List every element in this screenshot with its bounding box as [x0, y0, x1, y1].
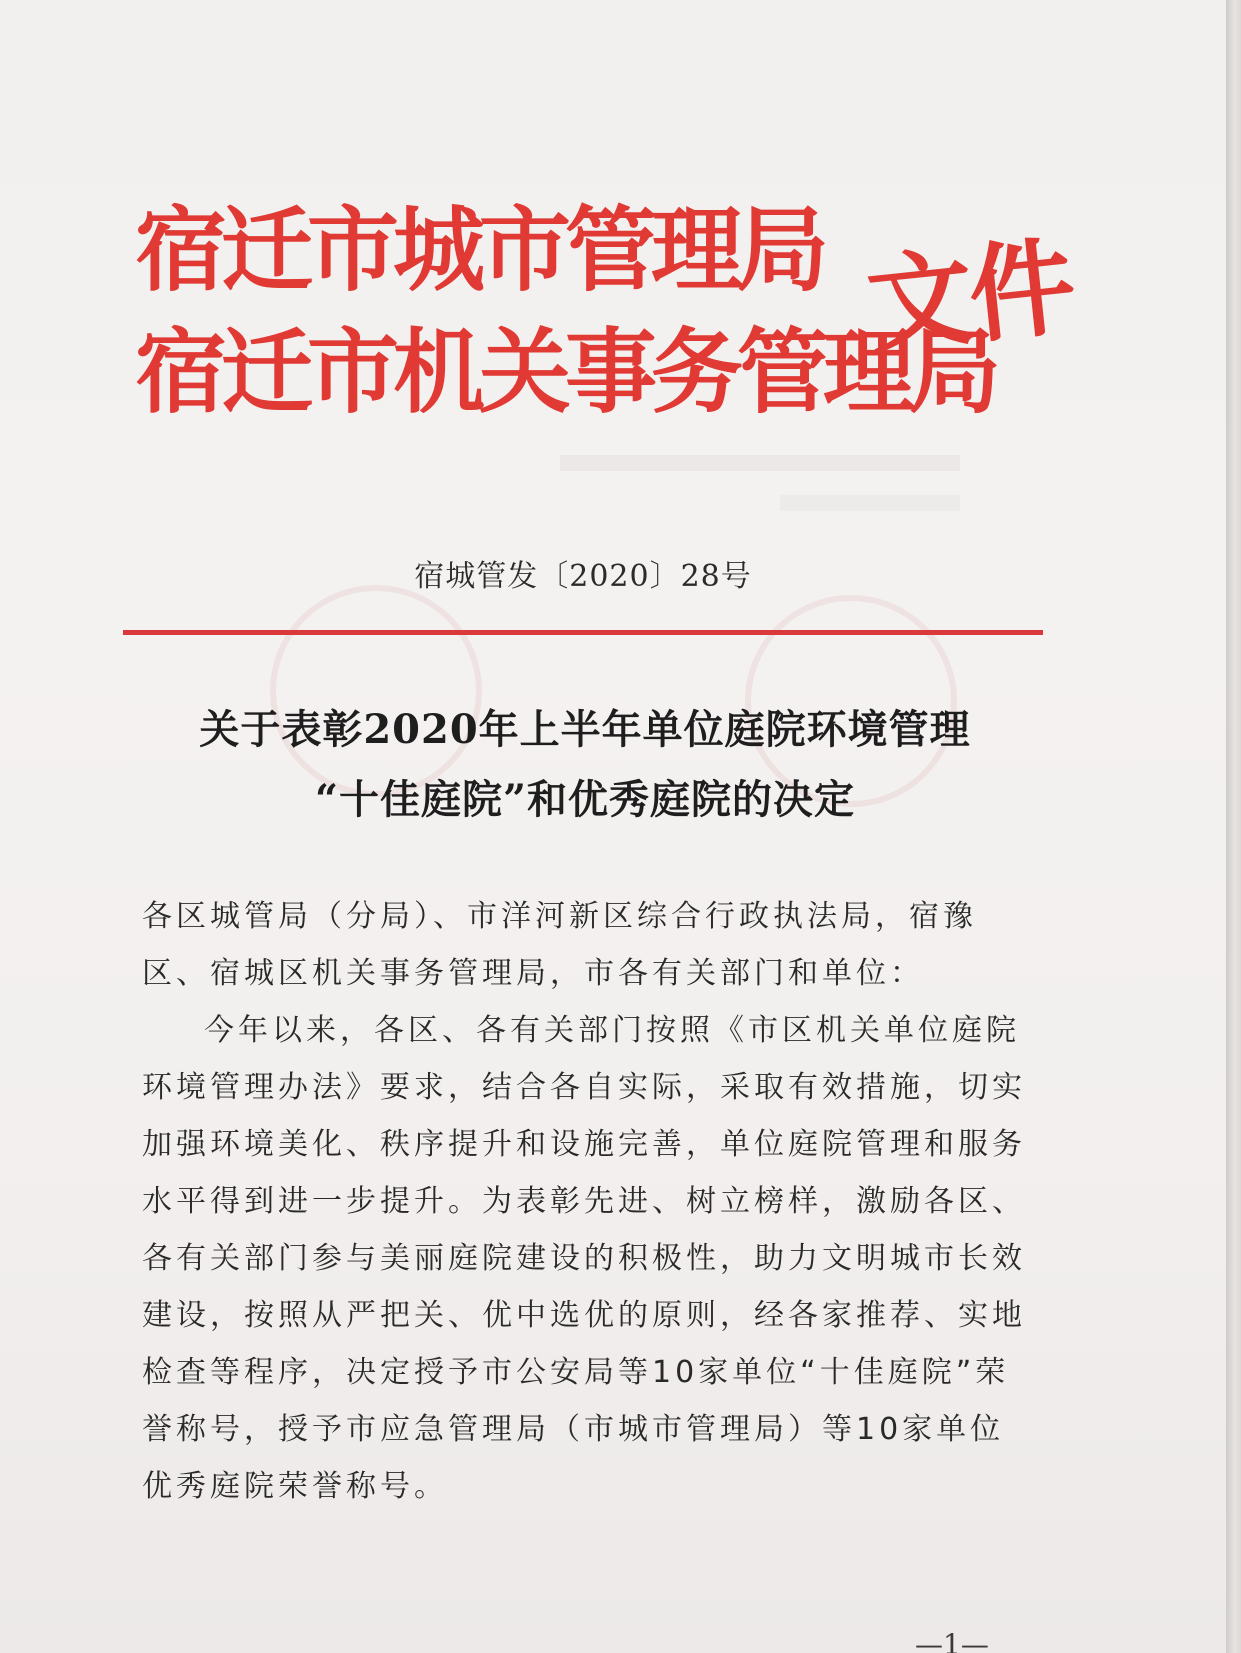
bleed-through-text	[560, 445, 960, 525]
document-number: 宿城管发〔2020〕28号	[414, 559, 752, 594]
body-paragraph: 今年以来，各区、各有关部门按照《市区机关单位庭院环境管理办法》要求，结合各自实际，采取有效措施，切实加强环境美化、秩序提升和设施完善，单位庭院管理和服务水平得到进一步提升。为表彰先进、树立榜样，激励各区、各有关部门参与美丽庭院建设的积极性，助力文明城市长效建设，按照从严把关、优中选优的原则，经各家推荐、实地检查等程序，决定授予市公安局等10家单位“十佳庭院”荣誉称号，授予市应急管理局（市城市管理局）等10家单位优秀庭院荣誉称号。	[142, 1013, 1026, 1504]
document-type-label: 文件	[861, 223, 1078, 369]
issuing-org-1: 宿迁市城市管理局	[135, 196, 824, 304]
page-number: —1—	[915, 1628, 989, 1653]
document-header	[135, 195, 1135, 445]
faint-seal-mark	[270, 585, 482, 797]
salutation: 各区城管局（分局）、市洋河新区综合行政执法局，宿豫区、宿城区机关事务管理局，市各有关部门和单位：	[142, 899, 977, 991]
document-title-line-1: 关于表彰2020年上半年单位庭院环境管理	[199, 706, 971, 753]
page-edge	[1226, 0, 1241, 1653]
issuing-org-2: 宿迁市机关事务管理局	[135, 318, 996, 426]
red-divider	[123, 630, 1043, 635]
document-title-line-2: “十佳庭院”和优秀庭院的决定	[314, 776, 855, 823]
